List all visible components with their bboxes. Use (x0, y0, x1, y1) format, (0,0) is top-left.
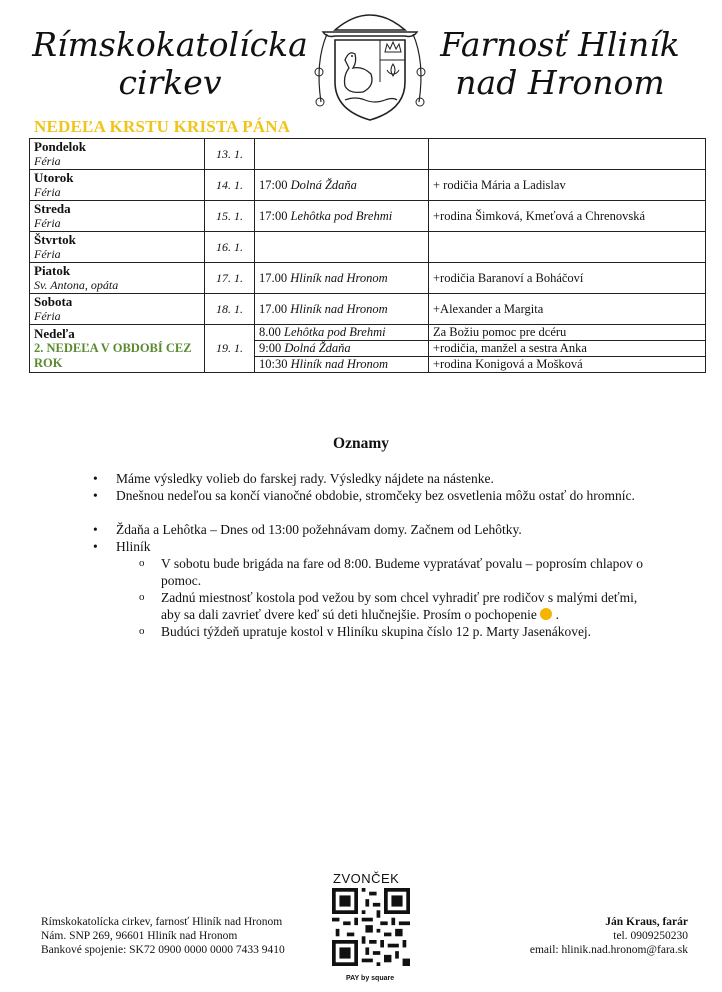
announcement-text: Dnešnou nedeľou sa končí vianočné obdobie, stromčeky bez osvetlenia môžu ostať do hromníc. (116, 488, 635, 503)
announcement-text: Ždaňa a Lehôtka – Dnes od 13:00 požehnávam domy. Začnem od Lehôtky. (116, 522, 522, 537)
time-cell (255, 139, 429, 170)
footer-contact-left (41, 915, 285, 957)
table-row (30, 201, 706, 232)
day-name: Sobota (34, 294, 73, 309)
time-cell (255, 325, 429, 341)
day-name: Nedeľa (34, 326, 75, 341)
parish-coat-of-arms-icon (305, 2, 435, 122)
table-row (30, 232, 706, 263)
circle-bullet-icon: o (139, 591, 145, 603)
day-cell (30, 294, 205, 325)
bullet-icon: • (93, 522, 98, 537)
sub-announcement-text: Zadnú miestnosť kostola pod vežou by som chcel vyhradiť pre rodičov s malými deťmi, aby sa dali zavrieť dvere keď sú deti hlučnejšie. Prosím o pochopenie (161, 590, 638, 622)
day-name: Pondelok (34, 139, 87, 154)
footer-priest-name: Ján Kraus, farár (605, 916, 688, 928)
mass-place: Lehôtka pod Brehmi (290, 208, 393, 223)
header-left-line1: Rímskokatolícka (32, 25, 308, 64)
list-item (93, 470, 663, 487)
header-right-line2: nad Hronom (455, 63, 665, 102)
table-row (30, 325, 706, 341)
mass-time: 8.00 (259, 325, 281, 339)
day-feast: Féria (34, 247, 61, 261)
day-cell (30, 170, 205, 201)
date-cell: 15. 1. (205, 201, 255, 232)
mass-place: Dolná Ždaňa (284, 341, 351, 355)
mass-time: 10:30 (259, 357, 288, 371)
time-cell (255, 263, 429, 294)
time-cell (255, 357, 429, 373)
day-feast: Féria (34, 309, 61, 323)
intention-cell: +rodičia, manžel a sestra Anka (429, 341, 706, 357)
date-cell: 16. 1. (205, 232, 255, 263)
table-row (30, 139, 706, 170)
announcements-list (93, 470, 663, 640)
sub-announcement-text: Budúci týždeň upratuje kostol v Hliníku skupina číslo 12 p. Marty Jasenákovej. (161, 624, 592, 639)
sub-list-item (93, 555, 663, 589)
announcement-text: Hliník (116, 539, 151, 554)
intention-cell: + rodičia Mária a Ladislav (429, 170, 706, 201)
qr-code-icon (332, 888, 410, 966)
header-right (430, 26, 690, 102)
footer-parish-name: Rímskokatolícka cirkev, farnosť Hliník nad Hronom (41, 916, 283, 928)
header-left-line2: cirkev (118, 63, 222, 102)
date-cell: 19. 1. (205, 325, 255, 373)
day-feast: Féria (34, 216, 61, 230)
table-row (30, 170, 706, 201)
mass-place: Lehôtka pod Brehmi (284, 325, 386, 339)
time-cell (255, 201, 429, 232)
mass-time: 17:00 (259, 208, 288, 223)
list-item (93, 538, 663, 555)
footer-bank: Bankové spojenie: SK72 0900 0000 0000 7433 9410 (41, 944, 285, 956)
announcements-title: Oznamy (333, 435, 389, 452)
day-cell (30, 232, 205, 263)
time-cell (255, 341, 429, 357)
header-left (30, 26, 310, 102)
pay-by-square-label: PAY by square (346, 975, 395, 982)
time-cell (255, 170, 429, 201)
day-cell (30, 263, 205, 294)
mass-time: 17:00 (259, 177, 288, 192)
sunday-title: NEDEĽA KRSTU KRISTA PÁNA (34, 117, 291, 136)
announcement-text: Máme výsledky volieb do farskej rady. Výsledky nájdete na nástenke. (116, 471, 494, 486)
footer-email: email: hlinik.nad.hronom@fara.sk (529, 944, 688, 956)
time-cell (255, 294, 429, 325)
intention-cell: +rodičia Baranoví a Boháčoví (429, 263, 706, 294)
mass-place: Hliník nad Hronom (290, 357, 389, 371)
footer-contact-right (530, 915, 688, 957)
bullet-icon: • (93, 488, 98, 503)
intention-cell: +rodina Konigová a Mošková (429, 357, 706, 373)
bullet-icon: • (93, 539, 98, 554)
day-feast: Féria (34, 154, 61, 168)
mass-schedule-table (29, 138, 706, 373)
date-cell: 18. 1. (205, 294, 255, 325)
header-right-line1: Farnosť Hliník (440, 25, 680, 64)
intention-cell: +Alexander a Margita (429, 294, 706, 325)
list-item (93, 487, 663, 504)
day-name: Piatok (34, 263, 71, 278)
mass-place: Hliník nad Hronom (290, 301, 388, 316)
day-name: Streda (34, 201, 71, 216)
sub-list-item (93, 623, 663, 640)
smiley-icon (540, 608, 552, 620)
sub-announcement-text: V sobotu bude brigáda na fare od 8:00. Budeme vypratávať povalu – poprosím chlapov o pomoc. (161, 556, 644, 588)
table-row (30, 294, 706, 325)
circle-bullet-icon: o (139, 557, 145, 569)
intention-cell: Za Božiu pomoc pre dcéru (429, 325, 706, 341)
date-cell: 13. 1. (205, 139, 255, 170)
intention-cell (429, 139, 706, 170)
date-cell: 14. 1. (205, 170, 255, 201)
day-feast: Sv. Antona, opáta (34, 278, 119, 292)
sub-list-item: o Zadnú miestnosť kostola pod vežou by som chcel vyhradiť pre rodičov s malými deťmi, aby sa dali zavrieť dvere keď sú deti hlučnejšie. Prosím o pochopenie . (139, 590, 638, 622)
mass-place: Hliník nad Hronom (290, 270, 388, 285)
mass-time: 17.00 (259, 301, 288, 316)
date-cell: 17. 1. (205, 263, 255, 294)
qr-caption: ZVONČEK (333, 871, 400, 886)
day-cell (30, 325, 205, 373)
table-row (30, 263, 706, 294)
time-cell (255, 232, 429, 263)
day-cell (30, 139, 205, 170)
bullet-icon: • (93, 471, 98, 486)
mass-time: 17.00 (259, 270, 288, 285)
day-name: Štvrtok (34, 232, 76, 247)
day-name: Utorok (34, 170, 74, 185)
mass-place: Dolná Ždaňa (290, 177, 357, 192)
sunday-feast: 2. NEDEĽA V OBDOBÍ CEZ ROK (34, 341, 192, 370)
day-cell (30, 201, 205, 232)
intention-cell (429, 232, 706, 263)
mass-time: 9:00 (259, 341, 282, 355)
footer-address: Nám. SNP 269, 96601 Hliník nad Hronom (41, 930, 238, 942)
list-item (93, 521, 663, 538)
footer-phone: tel. 0909250230 (613, 930, 688, 942)
day-feast: Féria (34, 185, 61, 199)
circle-bullet-icon: o (139, 625, 145, 637)
intention-cell: +rodina Šimková, Kmeťová a Chrenovská (429, 201, 706, 232)
